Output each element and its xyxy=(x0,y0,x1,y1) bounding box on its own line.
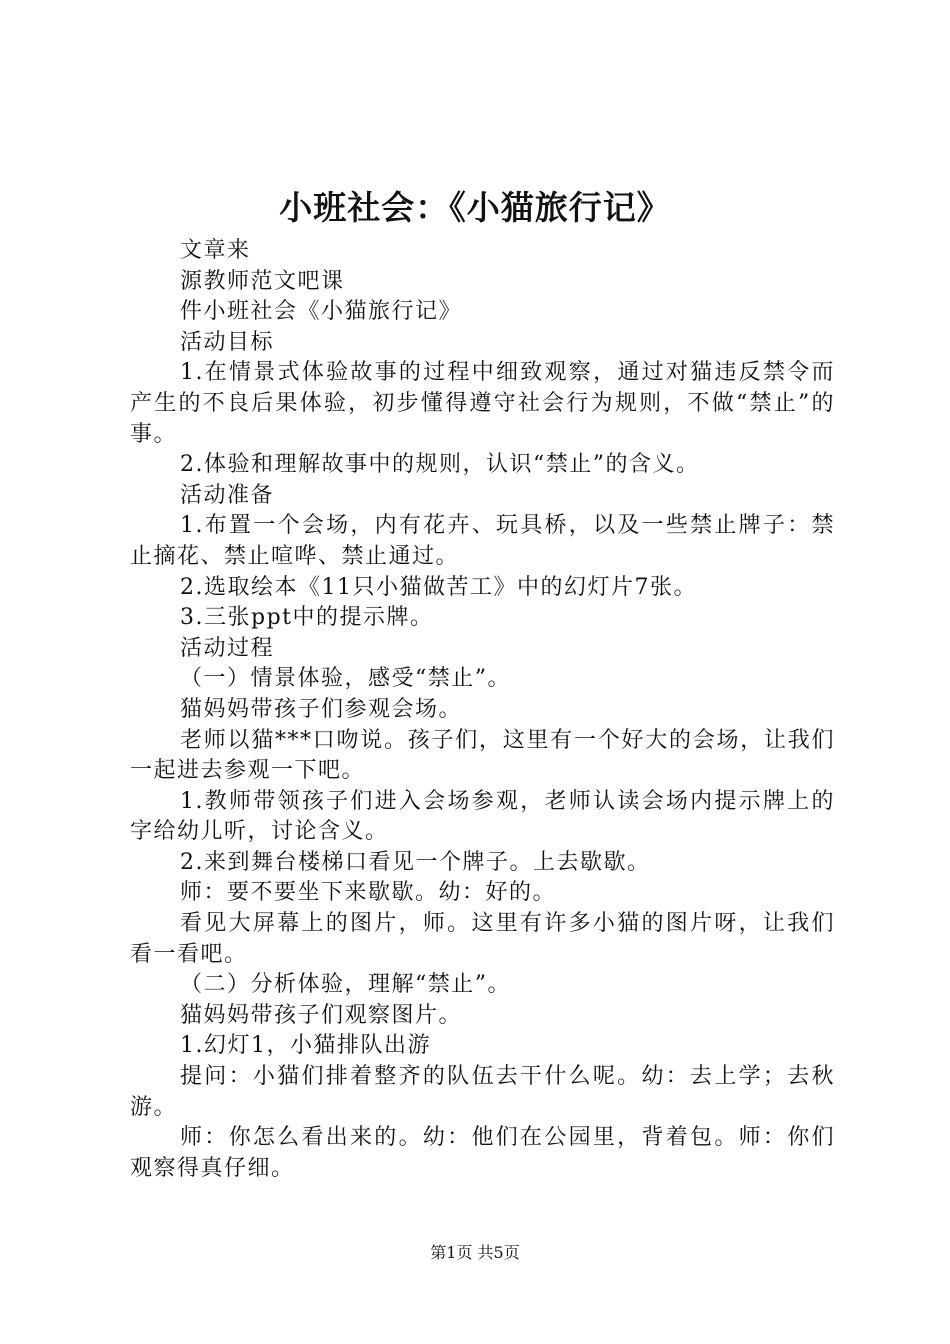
paragraph: 文章来 xyxy=(180,238,251,263)
paragraph: 1.教师带领孩子们进入会场参观，老师认读会场内提示牌上的字给幼儿听，讨论含义。 xyxy=(130,788,835,845)
paragraph: （一）情景体验，感受“禁止”。 xyxy=(180,666,511,692)
paragraph: 2.来到舞台楼梯口看见一个牌子。上去歇歇。 xyxy=(180,849,651,875)
section-heading: 活动准备 xyxy=(180,482,275,508)
paragraph: 猫妈妈带孩子们参观会场。 xyxy=(180,696,463,722)
paragraph: 提问：小猫们排着整齐的队伍去干什么呢。幼：去上学；去秋游。 xyxy=(130,1064,835,1120)
paragraph: 师：要不要坐下来歇歇。幼：好的。 xyxy=(180,880,557,906)
document-title: 小班社会：《小猫旅行记》 xyxy=(279,188,671,227)
document-body xyxy=(130,236,835,1184)
paragraph: 老师以猫***口吻说。孩子们，这里有一个好大的会场，让我们一起进去参观一下吧。 xyxy=(130,727,835,784)
paragraph: 3.三张ppt中的提示牌。 xyxy=(180,605,434,631)
paragraph: 1.幻灯1，小猫排队出游 xyxy=(180,1033,431,1059)
paragraph: 猫妈妈带孩子们观察图片。 xyxy=(180,1002,463,1028)
paragraph: 1.在情景式体验故事的过程中细致观察，通过对猫违反禁令而产生的不良后果体验，初步懂得遵守社会行为规则，不做“禁止”的事。 xyxy=(130,360,835,447)
section-heading: 活动过程 xyxy=(180,635,275,661)
paragraph: 源教师范文吧课 xyxy=(180,268,345,294)
section-heading: 活动目标 xyxy=(180,329,275,355)
paragraph: 2.体验和理解故事中的规则，认识“禁止”的含义。 xyxy=(180,452,700,478)
paragraph: 看见大屏幕上的图片，师。这里有许多小猫的图片呀，让我们看一看吧。 xyxy=(130,911,835,967)
paragraph: 师：你怎么看出来的。幼：他们在公园里，背着包。师：你们观察得真仔细。 xyxy=(130,1125,835,1181)
paragraph: （二）分析体验，理解“禁止”。 xyxy=(180,972,511,998)
paragraph: 件小班社会《小猫旅行记》 xyxy=(180,299,463,325)
paragraph: 2.选取绘本《11只小猫做苦工》中的幻灯片7张。 xyxy=(180,574,697,600)
page-number-footer: 第1页 共5页 xyxy=(430,1243,520,1262)
paragraph: 1.布置一个会场，内有花卉、玩具桥，以及一些禁止牌子：禁止摘花、禁止喧哗、禁止通过。 xyxy=(130,513,835,569)
